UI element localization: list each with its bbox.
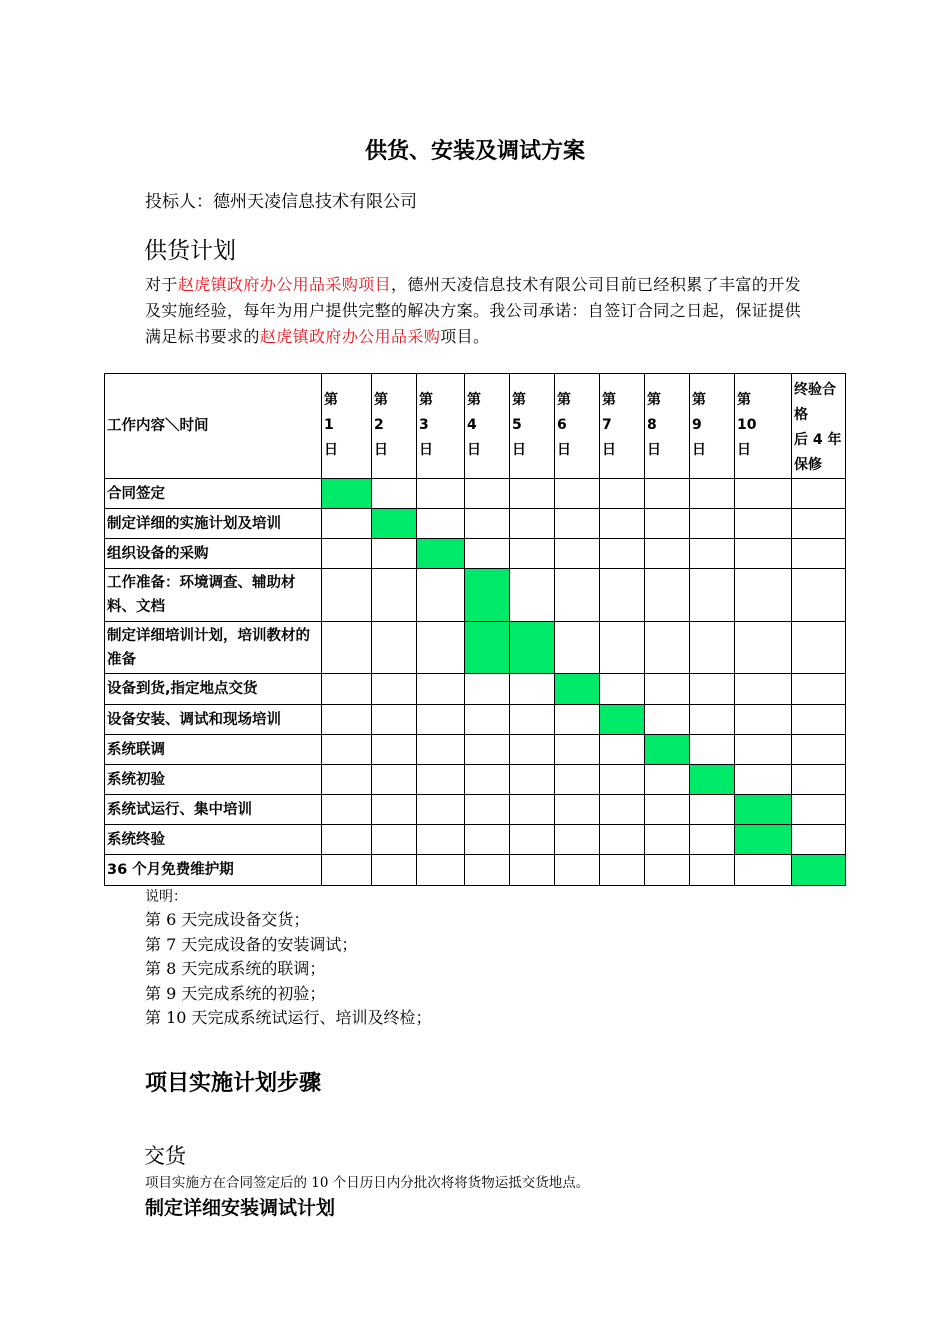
schedule-empty-cell	[372, 569, 417, 622]
schedule-empty-cell	[792, 765, 846, 795]
implementation-heading: 项目实施计划步骤	[145, 1071, 322, 1096]
schedule-empty-cell	[792, 539, 846, 569]
schedule-empty-cell	[465, 539, 510, 569]
task-name-cell: 系统联调	[105, 735, 322, 765]
schedule-empty-cell	[417, 795, 465, 825]
schedule-empty-cell	[690, 539, 735, 569]
schedule-empty-cell	[690, 735, 735, 765]
schedule-empty-cell	[792, 509, 846, 539]
schedule-empty-cell	[510, 705, 555, 735]
schedule-empty-cell	[465, 825, 510, 855]
schedule-bar-cell	[465, 622, 510, 674]
task-name-cell: 系统试运行、集中培训	[105, 795, 322, 825]
schedule-empty-cell	[417, 622, 465, 674]
task-name-cell: 制定详细的实施计划及培训	[105, 509, 322, 539]
schedule-empty-cell	[600, 674, 645, 705]
schedule-row	[105, 855, 846, 886]
schedule-empty-cell	[690, 509, 735, 539]
schedule-bar-cell	[735, 825, 792, 855]
schedule-empty-cell	[465, 795, 510, 825]
intro-text-1: 对于	[145, 275, 178, 294]
schedule-empty-cell	[555, 825, 600, 855]
schedule-bar-cell	[417, 539, 465, 569]
schedule-empty-cell	[792, 674, 846, 705]
schedule-row	[105, 735, 846, 765]
header-day-6: 第 6 日	[555, 374, 600, 479]
schedule-empty-cell	[735, 622, 792, 674]
bidder-line: 投标人：德州天凌信息技术有限公司	[145, 192, 417, 212]
schedule-empty-cell	[322, 765, 372, 795]
schedule-empty-cell	[322, 735, 372, 765]
schedule-empty-cell	[322, 855, 372, 886]
schedule-bar-cell	[735, 795, 792, 825]
schedule-empty-cell	[372, 765, 417, 795]
schedule-empty-cell	[372, 479, 417, 509]
schedule-empty-cell	[372, 674, 417, 705]
delivery-text: 项目实施方在合同签定后的 10 个日历日内分批次将将货物运抵交货地点。	[145, 1175, 590, 1191]
task-name-cell: 36 个月免费维护期	[105, 855, 322, 886]
schedule-bar-cell	[372, 509, 417, 539]
schedule-empty-cell	[372, 825, 417, 855]
schedule-empty-cell	[417, 479, 465, 509]
schedule-empty-cell	[600, 765, 645, 795]
schedule-empty-cell	[792, 479, 846, 509]
schedule-empty-cell	[417, 674, 465, 705]
schedule-empty-cell	[555, 855, 600, 886]
note-item: 第 8 天完成系统的联调；	[145, 959, 326, 978]
schedule-empty-cell	[792, 795, 846, 825]
schedule-empty-cell	[645, 795, 690, 825]
schedule-empty-cell	[555, 479, 600, 509]
schedule-empty-cell	[645, 855, 690, 886]
schedule-empty-cell	[322, 795, 372, 825]
schedule-row	[105, 479, 846, 509]
supply-plan-heading: 供货计划	[144, 238, 236, 264]
schedule-bar-cell	[645, 735, 690, 765]
schedule-empty-cell	[600, 855, 645, 886]
schedule-empty-cell	[510, 479, 555, 509]
notes-list	[145, 908, 432, 1031]
schedule-empty-cell	[322, 569, 372, 622]
schedule-row	[105, 509, 846, 539]
schedule-empty-cell	[735, 855, 792, 886]
schedule-empty-cell	[645, 479, 690, 509]
schedule-empty-cell	[555, 735, 600, 765]
schedule-empty-cell	[645, 825, 690, 855]
schedule-empty-cell	[645, 539, 690, 569]
schedule-empty-cell	[792, 705, 846, 735]
schedule-row	[105, 825, 846, 855]
project-name-highlight-2: 赵虎镇政府办公用品采购	[259, 327, 441, 346]
schedule-empty-cell	[372, 855, 417, 886]
note-item: 第 10 天完成系统试运行、培训及终检；	[145, 1008, 432, 1027]
schedule-empty-cell	[645, 622, 690, 674]
schedule-empty-cell	[465, 735, 510, 765]
page-title: 供货、安装及调试方案	[364, 139, 585, 164]
schedule-empty-cell	[735, 765, 792, 795]
notes-heading: 说明：	[145, 889, 187, 905]
schedule-empty-cell	[372, 705, 417, 735]
task-name-cell: 合同签定	[105, 479, 322, 509]
schedule-bar-cell	[322, 479, 372, 509]
schedule-empty-cell	[735, 735, 792, 765]
header-day-10: 第 10 日	[735, 374, 792, 479]
schedule-empty-cell	[555, 622, 600, 674]
schedule-empty-cell	[465, 705, 510, 735]
schedule-empty-cell	[735, 674, 792, 705]
note-item: 第 6 天完成设备交货；	[145, 910, 310, 929]
intro-text-3: 项目。	[440, 327, 490, 346]
header-day-7: 第 7 日	[600, 374, 645, 479]
schedule-row	[105, 674, 846, 705]
schedule-empty-cell	[510, 509, 555, 539]
schedule-empty-cell	[645, 705, 690, 735]
schedule-bar-cell	[792, 855, 846, 886]
task-name-cell: 设备到货,指定地点交货	[105, 674, 322, 705]
schedule-empty-cell	[417, 825, 465, 855]
schedule-empty-cell	[322, 622, 372, 674]
install-plan-heading: 制定详细安装调试计划	[145, 1197, 336, 1219]
schedule-empty-cell	[735, 479, 792, 509]
schedule-empty-cell	[555, 765, 600, 795]
schedule-empty-cell	[417, 855, 465, 886]
schedule-empty-cell	[690, 674, 735, 705]
schedule-bar-cell	[465, 569, 510, 622]
schedule-empty-cell	[735, 569, 792, 622]
schedule-empty-cell	[322, 539, 372, 569]
note-item: 第 9 天完成系统的初验；	[145, 983, 326, 1003]
schedule-empty-cell	[510, 674, 555, 705]
header-day-9: 第 9 日	[690, 374, 735, 479]
schedule-empty-cell	[465, 509, 510, 539]
schedule-empty-cell	[735, 539, 792, 569]
delivery-heading: 交货	[144, 1144, 186, 1168]
schedule-row	[105, 705, 846, 735]
schedule-empty-cell	[735, 705, 792, 735]
schedule-empty-cell	[322, 825, 372, 855]
schedule-row	[105, 795, 846, 825]
schedule-empty-cell	[372, 735, 417, 765]
task-name-cell: 系统终验	[105, 825, 322, 855]
header-day-2: 第 2 日	[372, 374, 417, 479]
schedule-empty-cell	[510, 569, 555, 622]
header-day-3: 第 3 日	[417, 374, 465, 479]
task-name-cell: 工作准备：环境调查、辅助材料、文档	[105, 569, 322, 622]
schedule-empty-cell	[417, 735, 465, 765]
intro-paragraph	[145, 272, 810, 350]
schedule-empty-cell	[690, 569, 735, 622]
schedule-empty-cell	[465, 479, 510, 509]
schedule-empty-cell	[645, 569, 690, 622]
schedule-empty-cell	[555, 705, 600, 735]
schedule-empty-cell	[690, 825, 735, 855]
schedule-empty-cell	[510, 855, 555, 886]
schedule-empty-cell	[372, 539, 417, 569]
note-item: 第 7 天完成设备的安装调试；	[145, 934, 358, 954]
schedule-empty-cell	[465, 765, 510, 795]
task-name-cell: 设备安装、调试和现场培训	[105, 705, 322, 735]
schedule-empty-cell	[600, 509, 645, 539]
schedule-empty-cell	[600, 479, 645, 509]
schedule-empty-cell	[555, 795, 600, 825]
schedule-empty-cell	[417, 705, 465, 735]
schedule-empty-cell	[417, 765, 465, 795]
schedule-empty-cell	[417, 509, 465, 539]
schedule-empty-cell	[690, 479, 735, 509]
schedule-bar-cell	[600, 705, 645, 735]
schedule-bar-cell	[555, 674, 600, 705]
schedule-empty-cell	[792, 825, 846, 855]
schedule-header-row	[105, 374, 846, 479]
schedule-empty-cell	[600, 569, 645, 622]
schedule-row	[105, 622, 846, 674]
schedule-empty-cell	[792, 622, 846, 674]
schedule-empty-cell	[510, 825, 555, 855]
schedule-empty-cell	[792, 569, 846, 622]
schedule-empty-cell	[510, 539, 555, 569]
schedule-empty-cell	[417, 569, 465, 622]
schedule-empty-cell	[510, 765, 555, 795]
schedule-row	[105, 765, 846, 795]
schedule-empty-cell	[465, 855, 510, 886]
schedule-empty-cell	[555, 539, 600, 569]
schedule-empty-cell	[600, 735, 645, 765]
header-day-1: 第 1 日	[322, 374, 372, 479]
header-day-8: 第 8 日	[645, 374, 690, 479]
schedule-empty-cell	[645, 674, 690, 705]
schedule-bar-cell	[690, 765, 735, 795]
schedule-bar-cell	[510, 622, 555, 674]
schedule-empty-cell	[322, 674, 372, 705]
schedule-empty-cell	[600, 825, 645, 855]
schedule-empty-cell	[690, 622, 735, 674]
schedule-empty-cell	[555, 569, 600, 622]
schedule-row	[105, 539, 846, 569]
schedule-empty-cell	[792, 735, 846, 765]
header-warranty: 终验合 格 后 4 年 保修	[792, 374, 846, 479]
schedule-empty-cell	[690, 855, 735, 886]
schedule-table	[104, 373, 846, 886]
project-name-highlight: 赵虎镇政府办公用品采购项目	[177, 275, 392, 294]
schedule-empty-cell	[690, 795, 735, 825]
task-name-cell: 组织设备的采购	[105, 539, 322, 569]
schedule-empty-cell	[645, 765, 690, 795]
schedule-empty-cell	[510, 735, 555, 765]
schedule-empty-cell	[645, 509, 690, 539]
schedule-empty-cell	[690, 705, 735, 735]
schedule-empty-cell	[600, 622, 645, 674]
schedule-empty-cell	[510, 795, 555, 825]
task-name-cell: 制定详细培训计划，培训教材的准备	[105, 622, 322, 674]
schedule-empty-cell	[600, 795, 645, 825]
task-name-cell: 系统初验	[105, 765, 322, 795]
schedule-empty-cell	[465, 674, 510, 705]
schedule-empty-cell	[372, 795, 417, 825]
intro-text-2: ，德州天凌信息技术有限公司目前已经积累了丰富的开发及实施经验，每年为用户提供完整的解决方案。我公司承诺：自签订合同之日起，保证提供满足标书要求的	[145, 275, 802, 346]
schedule-empty-cell	[555, 509, 600, 539]
header-task-cell: 工作内容＼时间	[105, 374, 322, 479]
header-day-4: 第 4 日	[465, 374, 510, 479]
header-day-5: 第 5 日	[510, 374, 555, 479]
schedule-row	[105, 569, 846, 622]
schedule-empty-cell	[322, 509, 372, 539]
schedule-empty-cell	[322, 705, 372, 735]
schedule-empty-cell	[600, 539, 645, 569]
schedule-empty-cell	[735, 509, 792, 539]
schedule-empty-cell	[372, 622, 417, 674]
